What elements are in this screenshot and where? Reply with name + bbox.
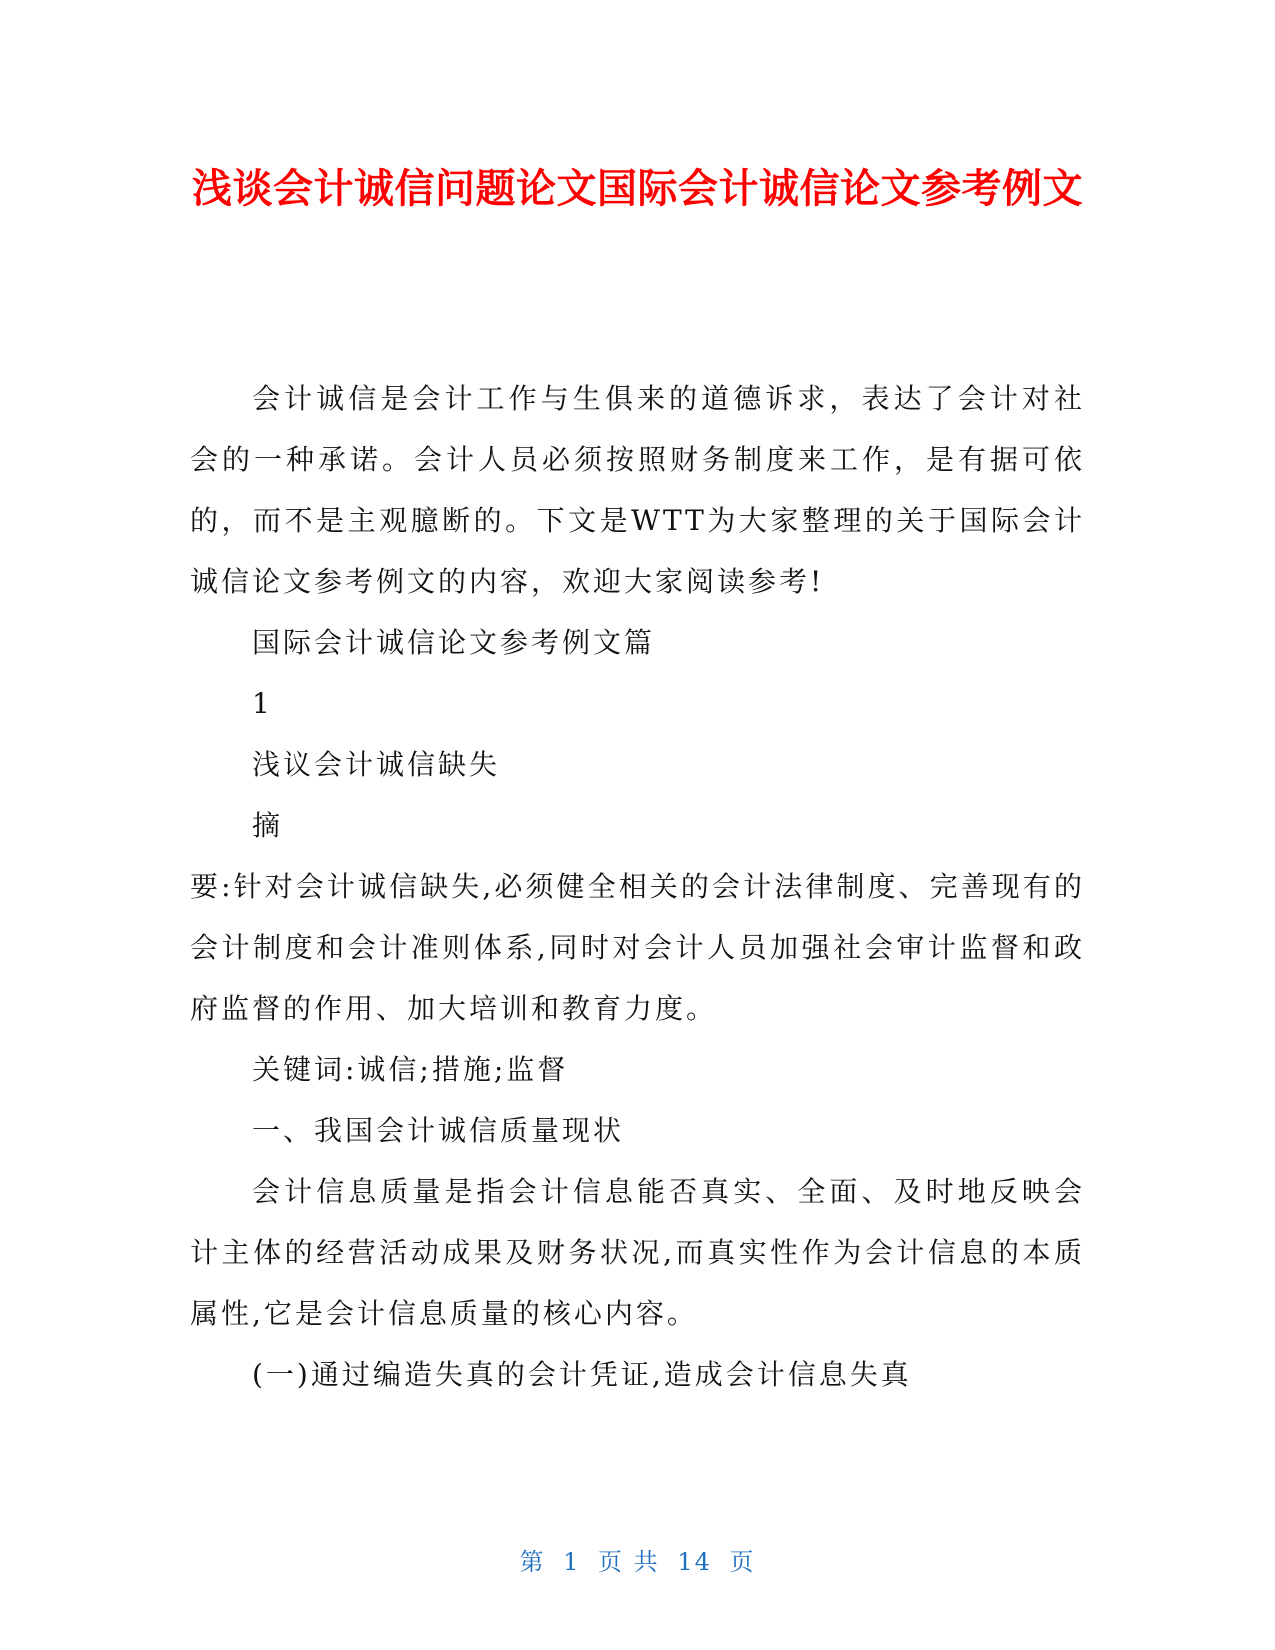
keywords: 关键词:诚信;措施;监督: [252, 1053, 569, 1086]
abstract-label: 摘: [252, 809, 284, 842]
footer-mid: 页 共: [598, 1548, 660, 1576]
footer-prefix: 第: [519, 1548, 546, 1576]
intro-paragraph: 会计诚信是会计工作与生俱来的道德诉求，表达了会计对社会的一种承诺。会计人员必须按照财务制度来工作，是有据可依的，而不是主观臆断的。下文是WTT为大家整理的关于国际会计诚信论文参考例文的内容，欢迎大家阅读参考!: [190, 382, 1085, 598]
subsection-heading-1: (一)通过编造失真的会计凭证,造成会计信息失真: [252, 1358, 912, 1391]
section-heading-1: 一、我国会计诚信质量现状: [252, 1114, 625, 1147]
footer-current-page: 1: [563, 1548, 581, 1576]
paper-number: 1: [252, 687, 273, 720]
document-body: [190, 368, 1085, 1405]
footer-total-pages: 14: [677, 1548, 712, 1576]
paper-title: 浅议会计诚信缺失: [252, 748, 501, 781]
document-title: 浅谈会计诚信问题论文国际会计诚信论文参考例文: [192, 166, 1083, 212]
abstract-text: 要:针对会计诚信缺失,必须健全相关的会计法律制度、完善现有的会计制度和会计准则体系,同时对会计人员加强社会审计监督和政府监督的作用、加大培训和教育力度。: [190, 870, 1085, 1025]
body-paragraph: 会计信息质量是指会计信息能否真实、全面、及时地反映会计主体的经营活动成果及财务状况,而真实性作为会计信息的本质属性,它是会计信息质量的核心内容。: [190, 1175, 1085, 1330]
footer-suffix: 页: [729, 1548, 756, 1576]
page-footer: [0, 1542, 1275, 1577]
section-heading-paper: 国际会计诚信论文参考例文篇: [252, 626, 656, 659]
